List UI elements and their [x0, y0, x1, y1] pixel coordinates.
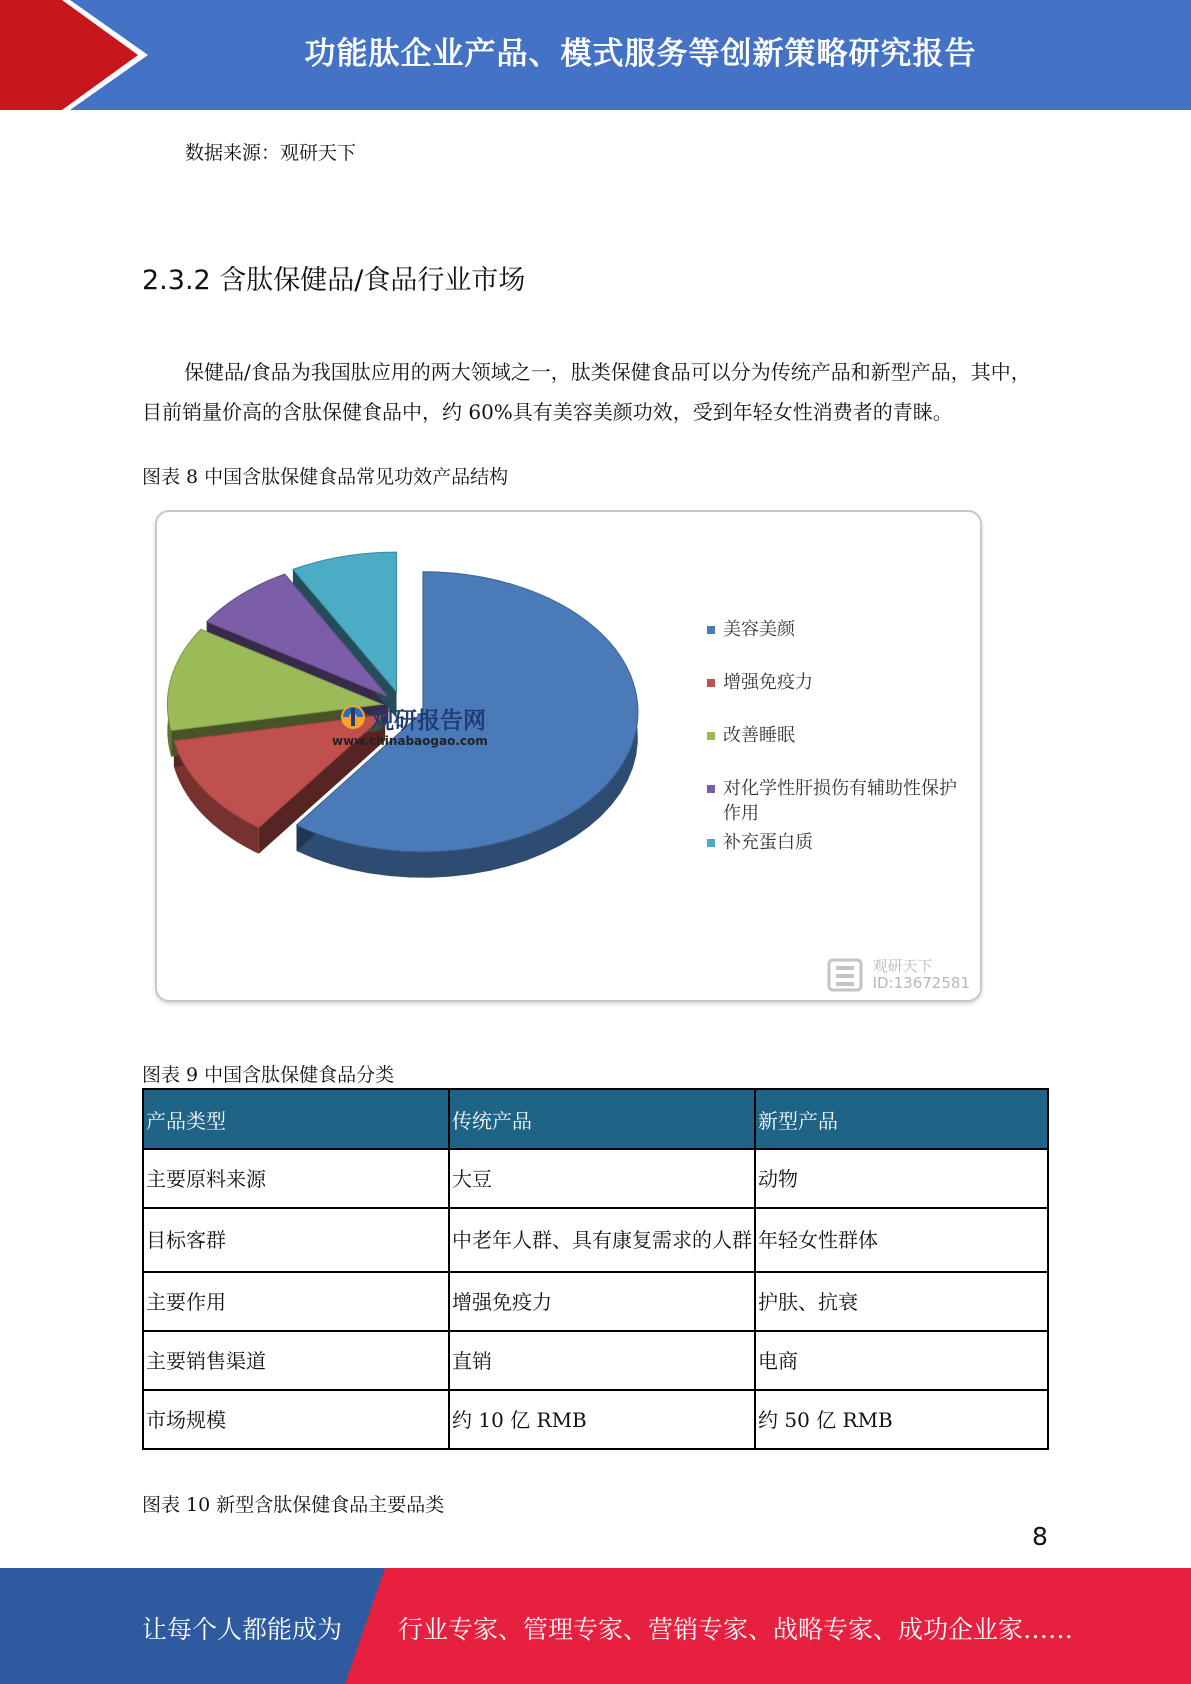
page-number: 8: [1032, 1522, 1048, 1551]
table-row: [143, 1208, 1048, 1272]
table-cell: 年轻女性群体: [755, 1208, 1048, 1272]
legend-label: 对化学性肝损伤有辅助性保护作用: [723, 778, 957, 824]
brand-name: 观研报告网: [371, 708, 486, 734]
table-cell: 动物: [755, 1149, 1048, 1208]
legend-item-beauty: [707, 617, 967, 642]
watermark-icon: [827, 958, 863, 992]
figure-10-caption: 图表 10 新型含肽保健食品主要品类: [142, 1494, 445, 1516]
table-row: [143, 1390, 1048, 1449]
classification-table: [142, 1088, 1049, 1450]
table-header-cell: 传统产品: [449, 1089, 755, 1149]
table-cell: 市场规模: [143, 1390, 449, 1449]
table-header-row: [143, 1089, 1048, 1149]
table-row: [143, 1149, 1048, 1208]
table-row: [143, 1272, 1048, 1331]
body-paragraph: 保健品/食品为我国肽应用的两大领域之一，肽类保健食品可以分为传统产品和新型产品，其中，目前销量价高的含肽保健食品中，约 60%具有美容美颜功效，受到年轻女性消费者的青睐。: [142, 360, 1031, 424]
table-cell: 主要原料来源: [143, 1149, 449, 1208]
legend-swatch: [707, 679, 715, 687]
legend-label: 增强免疫力: [723, 672, 813, 693]
brand-url: www.chinabaogao.com: [332, 734, 488, 748]
watermark: [873, 958, 970, 992]
watermark-name: 观研天下: [872, 957, 933, 975]
table-cell: 大豆: [449, 1149, 755, 1208]
figure-8-caption: 图表 8 中国含肽保健食品常见功效产品结构: [142, 466, 509, 488]
table-header-cell: 新型产品: [755, 1089, 1048, 1149]
legend-item-immune: [707, 670, 967, 695]
table-cell: 电商: [755, 1331, 1048, 1390]
footer-slogan-right: 行业专家、管理专家、营销专家、战略专家、成功企业家……: [398, 1615, 1074, 1644]
footer-slogan-left: 让每个人都能成为: [142, 1615, 343, 1644]
legend-swatch: [707, 732, 715, 740]
legend-label: 补充蛋白质: [723, 832, 813, 853]
data-source-note: 数据来源：观研天下: [185, 142, 357, 164]
watermark-id: ID:13672581: [872, 974, 970, 992]
table-cell: 目标客群: [143, 1208, 449, 1272]
page-footer: [0, 1568, 1191, 1684]
table-cell: 增强免疫力: [449, 1272, 755, 1331]
section-heading: 2.3.2 含肽保健品/食品行业市场: [142, 265, 526, 296]
legend-label: 美容美颜: [723, 619, 795, 640]
report-title: 功能肽企业产品、模式服务等创新策略研究报告: [304, 36, 977, 72]
chart-legend: [707, 617, 967, 883]
table-cell: 主要销售渠道: [143, 1331, 449, 1390]
table-cell: 约 50 亿 RMB: [755, 1390, 1048, 1449]
header-arrow-decoration: [0, 0, 160, 110]
page-header: [0, 0, 1191, 110]
brand-logo-icon: [337, 702, 371, 732]
table-header-cell: 产品类型: [143, 1089, 449, 1149]
legend-item-sleep: [707, 723, 967, 748]
table-cell: 约 10 亿 RMB: [449, 1390, 755, 1449]
figure-9-caption: 图表 9 中国含肽保健食品分类: [142, 1064, 395, 1086]
legend-label: 改善睡眠: [723, 725, 795, 746]
table-cell: 护肤、抗衰: [755, 1272, 1048, 1331]
legend-item-protein: [707, 830, 967, 855]
legend-swatch: [707, 785, 715, 793]
pie-chart-frame: [155, 510, 982, 1002]
legend-item-liver: [707, 776, 967, 826]
legend-swatch: [707, 626, 715, 634]
table-cell: 直销: [449, 1331, 755, 1390]
table-cell: 主要作用: [143, 1272, 449, 1331]
table-row: [143, 1331, 1048, 1390]
legend-swatch: [707, 839, 715, 847]
table-cell: 中老年人群、具有康复需求的人群: [449, 1208, 755, 1272]
